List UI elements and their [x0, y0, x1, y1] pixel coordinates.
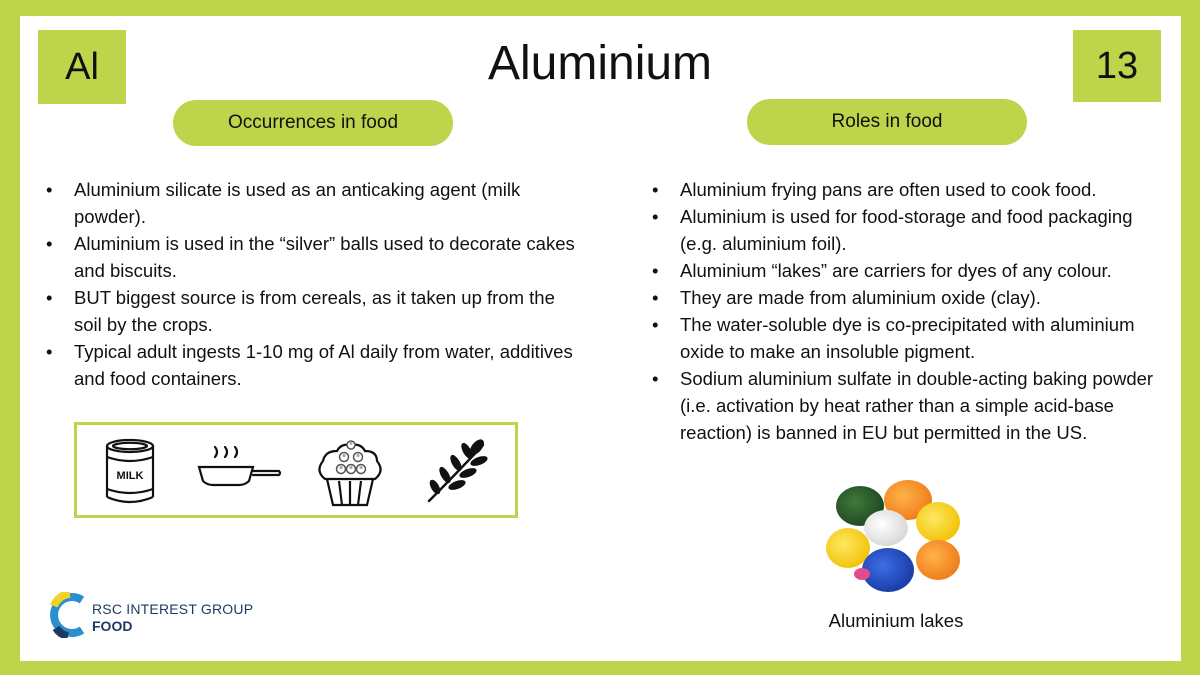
- milk-label: MILK: [116, 470, 144, 482]
- wheat-icon: [423, 437, 493, 507]
- roles-heading: Roles in food: [831, 111, 943, 132]
- rsc-interest-group-logo: [50, 592, 290, 640]
- occurrences-list: [40, 176, 580, 392]
- milk-tin-icon: [103, 437, 157, 505]
- role-item: • The water-soluble dye is co-precipitated with aluminium oxide to make an insoluble pigment.: [646, 311, 1166, 365]
- logo-text-line1: RSC INTEREST GROUP: [92, 601, 254, 617]
- cupcake-icon: [315, 437, 385, 509]
- role-item: • Aluminium is used for food-storage and food packaging (e.g. aluminium foil).: [646, 203, 1166, 257]
- occurrence-item: • Aluminium silicate is used as an anticaking agent (milk powder).: [40, 176, 580, 230]
- roles-list: [646, 176, 1166, 446]
- rsc-c-logo-icon: [50, 592, 88, 638]
- occurrence-item: • Aluminium is used in the “silver” balls used to decorate cakes and biscuits.: [40, 230, 580, 284]
- food-icons-strip: [74, 422, 518, 518]
- role-item: • Sodium aluminium sulfate in double-acting baking powder (i.e. activation by heat rather than a simple acid-base reaction) is banned in EU but permitted in the US.: [646, 365, 1166, 446]
- logo-text-line2: FOOD: [92, 618, 133, 634]
- aluminium-lakes-image: [826, 478, 966, 598]
- frying-pan-icon: [195, 437, 283, 505]
- atomic-number: 13: [1095, 44, 1139, 87]
- element-symbol-box: [38, 30, 126, 104]
- roles-heading-pill: [747, 99, 1027, 145]
- occurrence-item: • BUT biggest source is from cereals, as it taken up from the soil by the crops.: [40, 284, 580, 338]
- role-item: • Aluminium “lakes” are carriers for dyes of any colour.: [646, 257, 1166, 284]
- occurrence-item: • Typical adult ingests 1-10 mg of Al daily from water, additives and food containers.: [40, 338, 580, 392]
- occurrences-heading-pill: [173, 100, 453, 146]
- slide: [20, 16, 1181, 661]
- element-symbol: Al: [65, 45, 99, 88]
- role-item: • They are made from aluminium oxide (clay).: [646, 284, 1166, 311]
- atomic-number-box: [1073, 30, 1161, 102]
- occurrences-heading: Occurrences in food: [227, 112, 399, 133]
- role-item: • Aluminium frying pans are often used to cook food.: [646, 176, 1166, 203]
- image-caption: Aluminium lakes: [828, 610, 964, 631]
- slide-title: Aluminium: [487, 37, 713, 90]
